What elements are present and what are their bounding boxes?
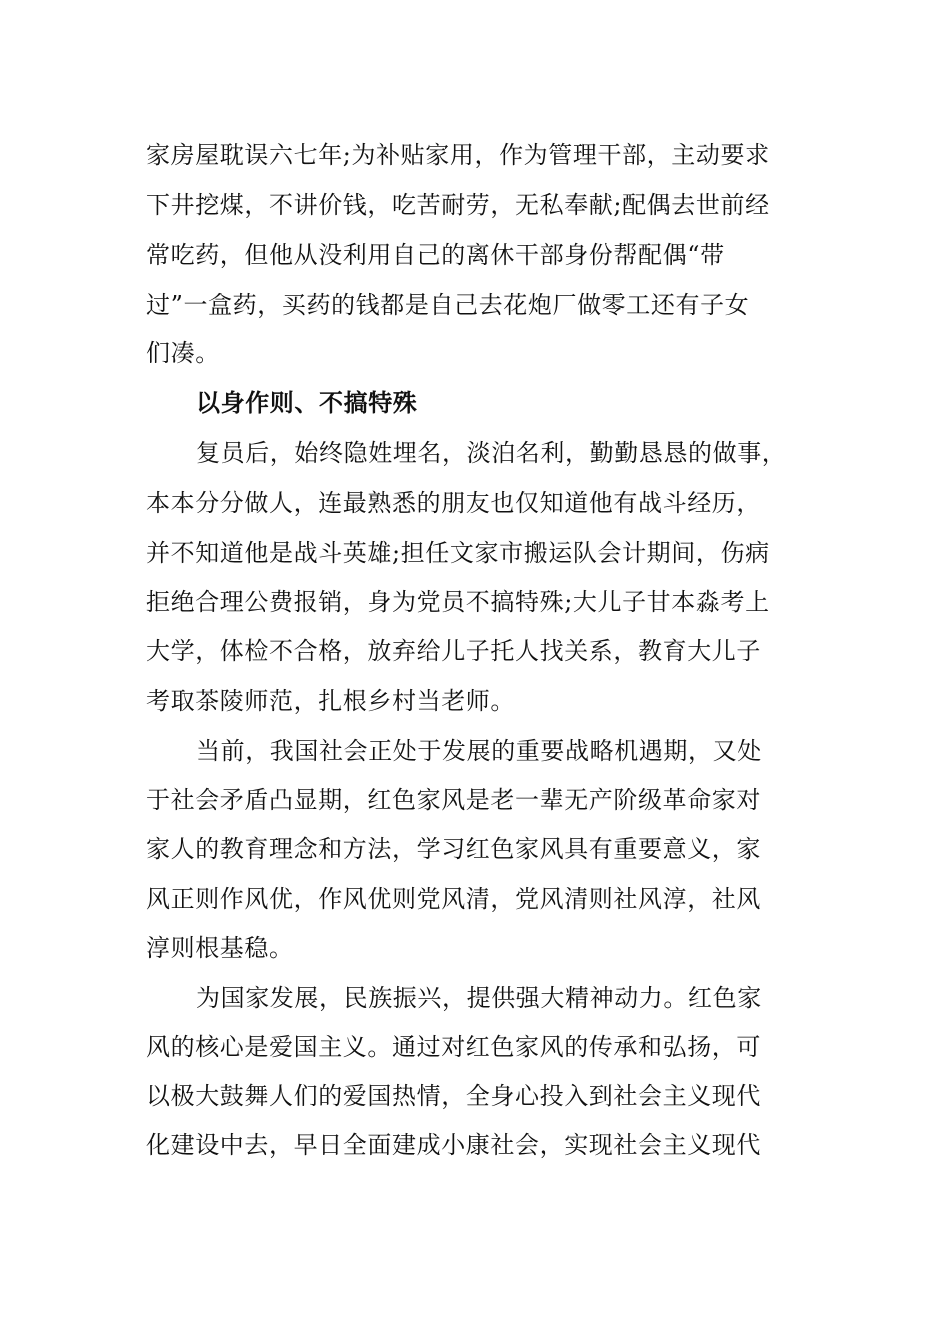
paragraph-3-line-1: 当前，我国社会正处于发展的重要战略机遇期，又处 <box>196 737 762 765</box>
paragraph-3-line-3: 家人的教育理念和方法，学习红色家风具有重要意义，家 <box>146 835 761 863</box>
paragraph-2-line-4: 拒绝合理公费报销，身为党员不搞特殊;大儿子甘本淼考上 <box>146 588 770 616</box>
paragraph-1-line-3: 常吃药，但他从没利用自己的离休干部身份帮配偶“带 <box>146 241 725 269</box>
paragraph-2-line-5: 大学，体检不合格，放弃给儿子托人找关系，教育大儿子 <box>146 637 761 665</box>
paragraph-3-line-4: 风正则作风优，作风优则党风清，党风清则社风淳，社风 <box>146 885 761 913</box>
paragraph-1-line-5: 们凑。 <box>146 339 220 367</box>
paragraph-2-line-2: 本本分分做人，连最熟悉的朋友也仅知道他有战斗经历， <box>146 489 761 517</box>
paragraph-4-line-4: 化建设中去，早日全面建成小康社会，实现社会主义现代 <box>146 1131 761 1159</box>
paragraph-4-line-3: 以极大鼓舞人们的爱国热情，全身心投入到社会主义现代 <box>146 1082 761 1110</box>
paragraph-1-line-4: 过”一盒药，买药的钱都是自己去花炮厂做零工还有子女 <box>146 291 750 319</box>
paragraph-1-line-1: 家房屋耽误六七年;为补贴家用，作为管理干部，主动要求 <box>146 141 770 169</box>
paragraph-2-line-6: 考取茶陵师范，扎根乡村当老师。 <box>146 687 515 715</box>
paragraph-2-line-1: 复员后，始终隐姓埋名，淡泊名利，勤勤恳恳的做事， <box>196 439 787 467</box>
paragraph-1-line-2: 下井挖煤，不讲价钱，吃苦耐劳，无私奉献;配偶去世前经 <box>146 191 770 219</box>
paragraph-4-line-1: 为国家发展，民族振兴，提供强大精神动力。红色家 <box>196 984 762 1012</box>
paragraph-2-line-3: 并不知道他是战斗英雄;担任文家市搬运队会计期间，伤病 <box>146 539 770 567</box>
section-heading: 以身作则、不搞特殊 <box>196 388 418 417</box>
paragraph-4-line-2: 风的核心是爱国主义。通过对红色家风的传承和弘扬，可 <box>146 1033 761 1061</box>
paragraph-3-line-5: 淳则根基稳。 <box>146 934 294 962</box>
paragraph-3-line-2: 于社会矛盾凸显期，红色家风是老一辈无产阶级革命家对 <box>146 786 761 814</box>
